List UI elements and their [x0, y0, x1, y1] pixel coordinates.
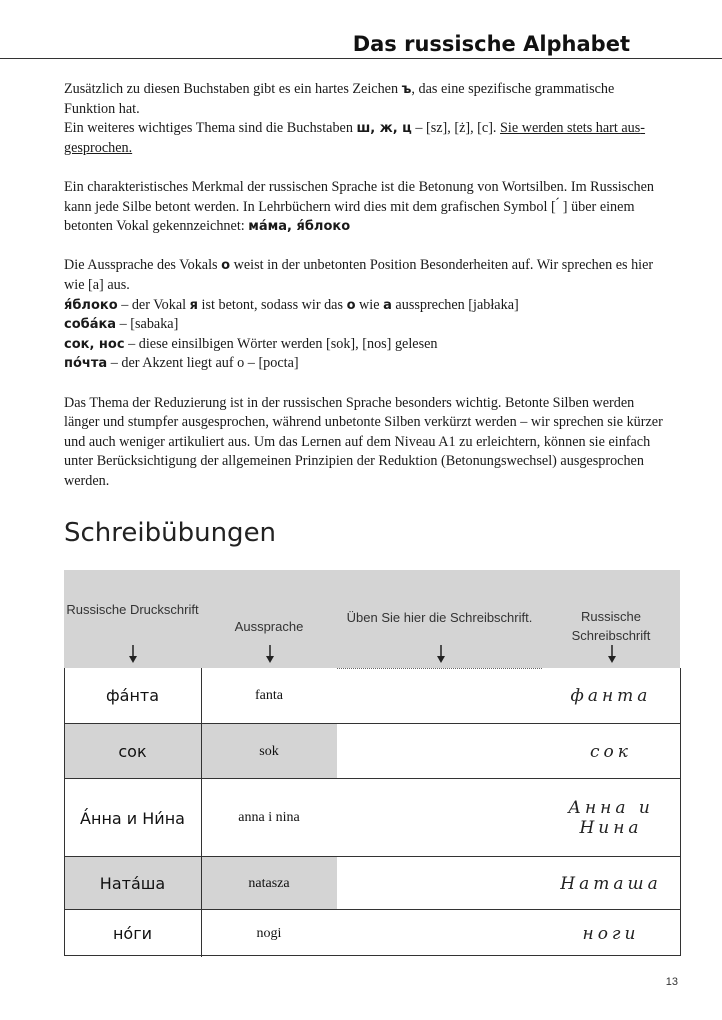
letters-sh-zh-ts: ш, ж, ц: [356, 121, 412, 137]
down-arrow-icon: [607, 645, 617, 663]
text-run: – der Akzent liegt auf o – [pocta]: [107, 355, 299, 372]
text-run: wie: [355, 296, 384, 313]
practice-field[interactable]: [337, 779, 543, 857]
paragraph-vowel-o: [64, 256, 664, 374]
letter-o: о: [346, 297, 356, 313]
text-run: Ein weiteres wichtiges Thema sind die Buchstaben: [64, 120, 357, 137]
column-header-pronunciation: Aussprache: [234, 619, 304, 634]
text-run: aussprechen [jabłaka]: [391, 296, 519, 313]
page-header-title: Das russische Alphabet: [352, 32, 630, 56]
text-run: – [sabaka]: [116, 316, 179, 333]
pronunciation: nogi: [201, 910, 338, 957]
hard-sign-letter: ъ: [401, 82, 412, 97]
text-run: Zusätzlich zu diesen Buchstaben gibt es ein hartes Zeichen: [64, 81, 402, 97]
column-header-print: Russische Druckschrift: [66, 602, 199, 617]
section-title: Schreibübungen: [64, 518, 277, 548]
print-word: фа́нта: [64, 668, 202, 723]
text-run: – der Vokal: [117, 296, 190, 313]
example-word: соба́ка: [64, 317, 117, 333]
letter-a: а: [383, 297, 392, 313]
table-row: [64, 856, 680, 910]
text-run: ist betont, sodass wir das: [197, 296, 347, 313]
example-word: сок, нос: [64, 336, 125, 352]
practice-field[interactable]: [337, 724, 543, 779]
text-run: Die Aussprache des Vokals: [64, 257, 222, 274]
paragraph-hard-sign: [64, 80, 664, 158]
pronunciation: anna i nina: [201, 779, 338, 857]
column-header-cursive: Russische Schreibschrift: [571, 609, 651, 643]
down-arrow-icon: [265, 645, 275, 663]
pronunciation: sok: [201, 724, 338, 779]
stress-examples: ма́ма, я́блоко: [248, 219, 351, 235]
print-word: Ната́ша: [64, 857, 202, 910]
print-word: сок: [64, 724, 202, 779]
cursive-word: Анна и Нина: [542, 779, 680, 857]
example-word: я́блоко: [64, 297, 118, 313]
down-arrow-icon: [128, 645, 138, 663]
letter-ya: я: [189, 297, 198, 313]
page-number: 13: [665, 976, 678, 988]
print-word: но́ги: [64, 910, 202, 957]
cursive-word: фанта: [542, 668, 680, 723]
cursive-word: ноги: [542, 910, 680, 957]
paragraph-stress: [64, 178, 664, 237]
paragraph-reduction: Das Thema der Reduzierung ist in der russischen Sprache besonders wichtig. Betonte Silben werden länger und stumpfer ausgesprochen, während unbetonte Silben verkürzt werden – wir sprechen sie kürzer und auch weniger artikuliert aus. Um das Lernen auf dem Niveau A1 zu erleichtern, können sie einfach unter Berücksichtigung der allgemeinen Prinzipien der Reduktion (Betonungswechsel) ausgesprochen werden.: [64, 394, 663, 489]
example-word: по́чта: [64, 356, 108, 372]
underlined-note: Sie werden stets hart ausgesprochen.: [64, 120, 646, 156]
practice-column-divider: [337, 668, 542, 669]
practice-field[interactable]: [337, 857, 543, 910]
header-rule: [0, 58, 722, 59]
text-run: – [sz], [ż], [c].: [411, 120, 501, 137]
cursive-word: сок: [542, 724, 680, 779]
practice-field[interactable]: [337, 910, 543, 957]
table-row: [64, 668, 680, 723]
cursive-word: Наташа: [542, 857, 680, 910]
table-row: [64, 723, 680, 779]
text-run: Ein charakteristisches Merkmal der russischen Sprache ist die Betonung von Wortsilben. Im Russischen kann jede Silbe betont werden. In Lehrbüchern wird dies mit dem grafischen Symbol [ ́ ] über einem betonten Vokal gekennzeichnet:: [64, 178, 655, 235]
down-arrow-icon: [436, 645, 446, 663]
text-run: – diese einsilbigen Wörter werden [sok], [nos] gelesen: [124, 335, 438, 352]
text-run: weist in der unbetonten Position Besonderheiten auf. Wir sprechen es hier wie [a] aus.: [64, 257, 654, 293]
pronunciation: natasza: [201, 857, 338, 910]
body-text: [64, 80, 664, 511]
column-header-practice: Üben Sie hier die Schreibschrift.: [346, 610, 533, 625]
table-row: [64, 909, 680, 957]
print-word: А́нна и Ни́на: [64, 779, 202, 857]
pronunciation: fanta: [201, 668, 338, 723]
practice-field[interactable]: [337, 668, 543, 723]
vowel-o: о: [221, 258, 231, 274]
text-run: , das eine spezifische grammatische Funktion hat.: [64, 81, 615, 117]
table-row: [64, 778, 680, 857]
